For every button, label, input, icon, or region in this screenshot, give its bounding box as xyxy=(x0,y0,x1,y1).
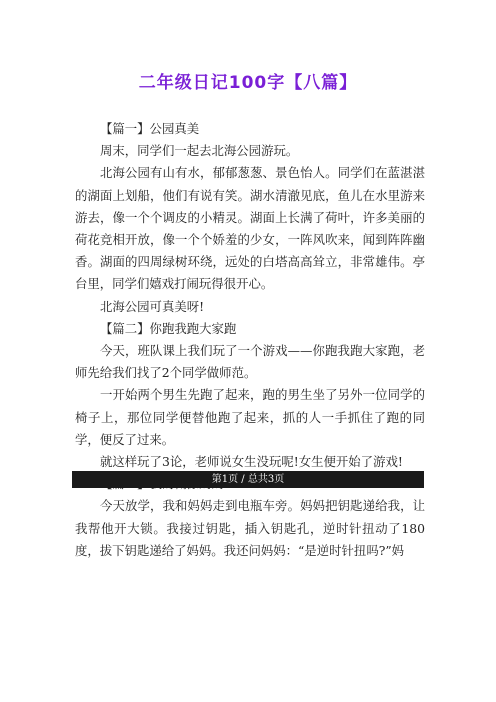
paragraph: 周末，同学们一起去北海公园游玩。 xyxy=(100,143,299,159)
paragraph: 北海公园可真美呀! xyxy=(100,298,205,314)
paragraph: 就这样玩了3论，老师说女生没玩呢!女生便开始了游戏! xyxy=(100,454,403,470)
paragraph: 今天放学，我和妈妈走到电瓶车旁。妈妈把钥匙递给我，让我帮他开大锁。我接过钥匙，插入钥匙孔，逆时针扭动了180度，拔下钥匙递给了妈妈。我还问妈妈：“是逆时针扭吗?”妈 xyxy=(75,498,425,558)
document-body xyxy=(75,118,425,562)
paragraph: 今天，班队课上我们玩了一个游戏——你跑我跑大家跑，老师先给我们找了2个同学做师范。 xyxy=(75,343,425,381)
paragraph: 一开始两个男生先跑了起来，跑的男生坐了另外一位同学的椅子上，那位同学便替他跑了起来，抓的人一手抓住了跑的同学，便反了过来。 xyxy=(75,387,425,447)
page-footer: 第1页 / 总共3页 xyxy=(72,471,424,488)
document-title: 二年级日记100字【八篇】 xyxy=(138,73,358,93)
section-heading: 【篇二】你跑我跑大家跑 xyxy=(100,320,237,336)
section-heading: 【篇一】公园真美 xyxy=(100,121,200,136)
paragraph: 北海公园有山有水，郁郁葱葱、景色怡人。同学们在蓝湛湛的湖面上划船，他们有说有笑。湖水清澈见底，鱼儿在水里游来游去，像一个个调皮的小精灵。湖面上长满了荷叶，许多美丽的荷花竞相开放，像一个个娇羞的少女，一阵风吹来，闻到阵阵幽香。湖面的四周绿树环绕，远处的白塔高高耸立，非常雄伟。亭台里，同学们嬉戏打闹玩得很开心。 xyxy=(75,165,425,292)
